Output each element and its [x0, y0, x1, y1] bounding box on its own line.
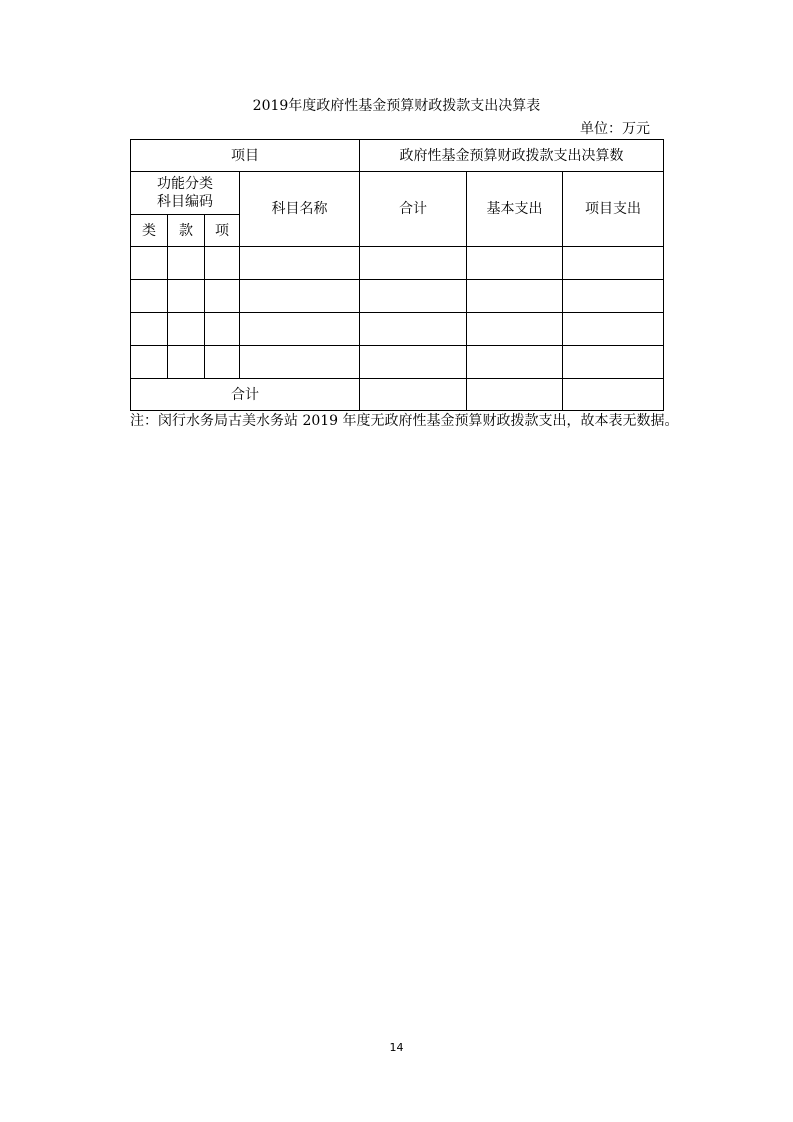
cell-category	[131, 313, 168, 346]
cell-subject-name	[240, 346, 360, 379]
cell-basic	[467, 346, 563, 379]
cell-project-expense	[563, 280, 664, 313]
page-number: 14	[389, 1041, 404, 1054]
total-row-total	[360, 379, 467, 411]
document-title: 2019年度政府性基金预算财政拨款支出决算表	[252, 98, 541, 114]
header-subject-name: 科目名称	[240, 172, 360, 247]
cell-project-expense	[563, 313, 664, 346]
cell-total	[360, 247, 467, 280]
header-category: 类	[131, 215, 168, 247]
header-item: 项	[205, 215, 240, 247]
cell-total	[360, 346, 467, 379]
cell-total	[360, 313, 467, 346]
cell-section	[168, 346, 205, 379]
cell-subject-name	[240, 247, 360, 280]
header-basic: 基本支出	[467, 172, 563, 247]
budget-table	[130, 139, 664, 411]
cell-project-expense	[563, 247, 664, 280]
table-row	[131, 247, 664, 280]
cell-subject-name	[240, 280, 360, 313]
header-function-code	[131, 172, 240, 215]
cell-item	[205, 313, 240, 346]
table-row	[131, 346, 664, 379]
cell-total	[360, 280, 467, 313]
cell-category	[131, 346, 168, 379]
cell-section	[168, 313, 205, 346]
total-row-project-expense	[563, 379, 664, 411]
cell-category	[131, 280, 168, 313]
table-header-row	[131, 140, 664, 172]
cell-item	[205, 346, 240, 379]
table-note: 注：闵行水务局古美水务站 2019 年度无政府性基金预算财政拨款支出，故本表无数据。	[130, 413, 679, 429]
table-total-row	[131, 379, 664, 411]
unit-label: 单位：万元	[580, 121, 650, 137]
cell-basic	[467, 247, 563, 280]
header-expenditure-group: 政府性基金预算财政拨款支出决算数	[360, 140, 664, 172]
cell-section	[168, 247, 205, 280]
header-function-code-line1: 功能分类	[157, 176, 213, 192]
cell-basic	[467, 280, 563, 313]
table-row	[131, 280, 664, 313]
cell-category	[131, 247, 168, 280]
total-row-label: 合计	[131, 379, 360, 411]
cell-project-expense	[563, 346, 664, 379]
cell-basic	[467, 313, 563, 346]
header-project-expense: 项目支出	[563, 172, 664, 247]
cell-item	[205, 247, 240, 280]
table-subheader-row	[131, 172, 664, 215]
total-row-basic	[467, 379, 563, 411]
cell-subject-name	[240, 313, 360, 346]
header-total: 合计	[360, 172, 467, 247]
header-project: 项目	[131, 140, 360, 172]
header-function-code-line2: 科目编码	[157, 194, 213, 210]
cell-section	[168, 280, 205, 313]
cell-item	[205, 280, 240, 313]
header-section: 款	[168, 215, 205, 247]
table-row	[131, 313, 664, 346]
